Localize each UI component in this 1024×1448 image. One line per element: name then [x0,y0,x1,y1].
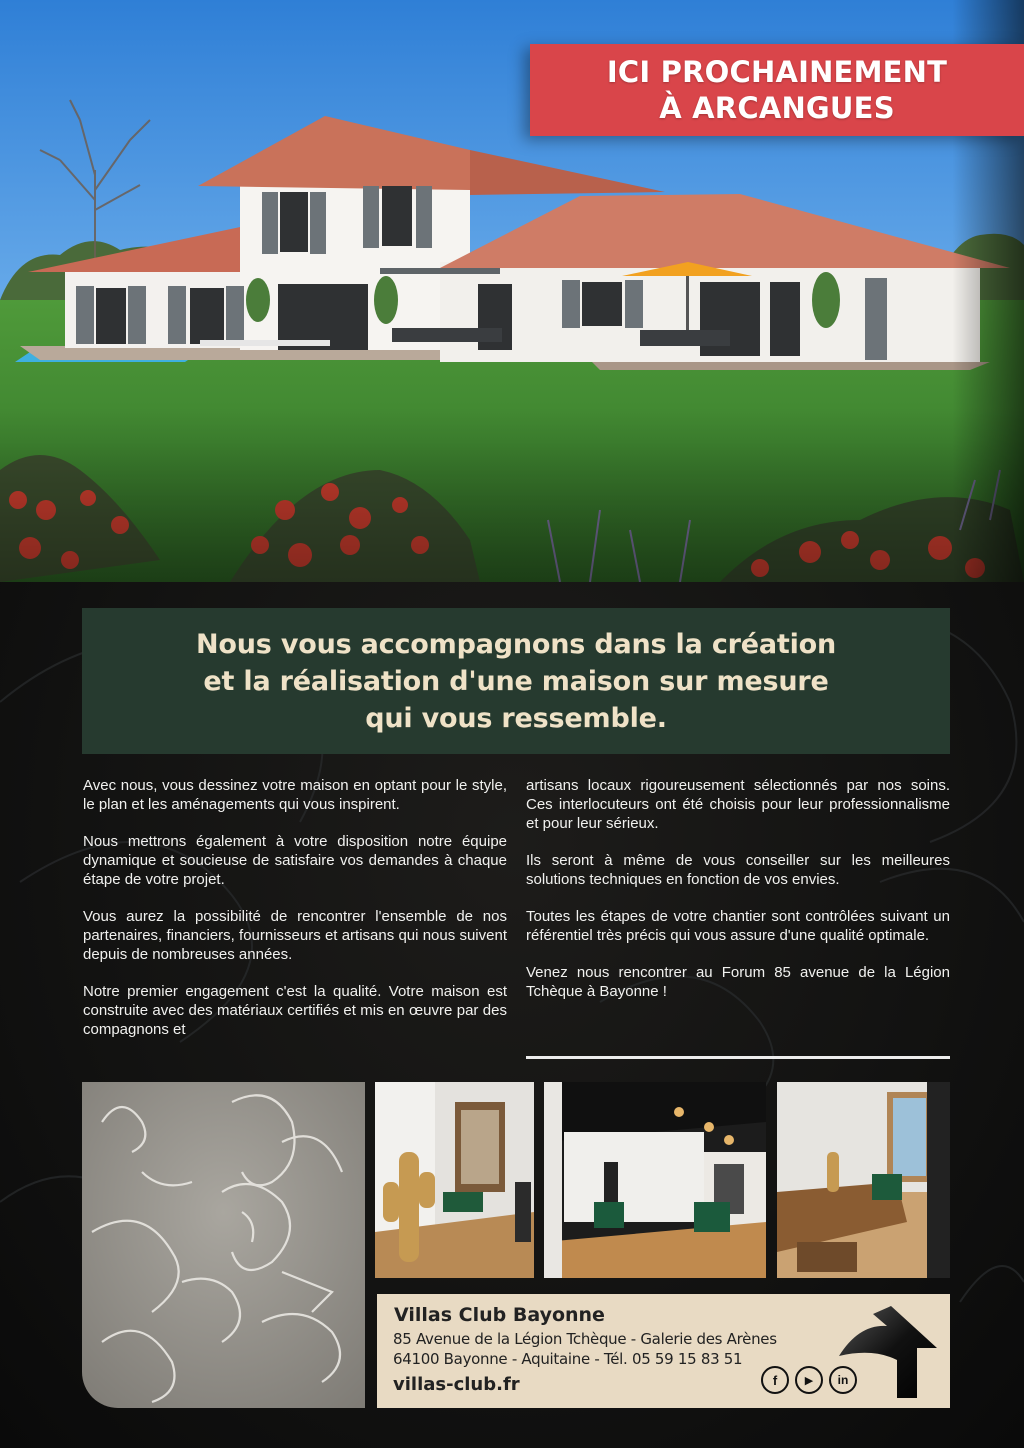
body-paragraph: Vous aurez la possibilité de rencontrer l'ensemble de nos partenaires, financiers, fournisseurs et artisans qui nous suivent depuis de nombreuses années. [83,908,507,963]
company-name: Villas Club Bayonne [394,1304,605,1326]
body-text-right-column [526,776,950,1019]
website-link[interactable]: villas-club.fr [393,1374,520,1395]
body-paragraph: Toutes les étapes de votre chantier sont contrôlées suivant un référentiel très précis qui vous assure d'une qualité optimale. [526,908,950,944]
body-paragraph: Nous mettrons également à votre disposition notre équipe dynamique et soucieuse de satisfaire vos demandes à chaque étape de votre projet. [83,833,507,888]
villas-club-logo-icon [833,1302,939,1402]
showroom-photo-3 [777,1082,950,1278]
address-line-2: 64100 Bayonne - Aquitaine - Tél. 05 59 15 83 51 [393,1350,743,1368]
body-paragraph: Notre premier engagement c'est la qualité. Votre maison est construite avec des matériaux certifiés et mis en œuvre par des compagnons et [83,983,507,1038]
headline-line-2: et la réalisation d'une maison sur mesure [203,665,829,697]
address-line-1: 85 Avenue de la Légion Tchèque - Galerie des Arènes [393,1330,777,1348]
linkedin-icon[interactable]: in [829,1366,857,1394]
headline-box [82,608,950,754]
divider-line [526,1056,950,1059]
showroom-photo-2 [544,1082,766,1278]
banner-line-1: ICI PROCHAINEMENT [606,55,948,89]
wall-art-photo [82,1082,365,1408]
body-paragraph: Ils seront à même de vous conseiller sur les meilleures solutions techniques en fonction de vos envies. [526,852,950,888]
banner-line-2: À ARCANGUES [659,91,895,125]
hero-house-image [0,0,1024,582]
headline-line-3: qui vous ressemble. [365,702,667,734]
youtube-icon[interactable]: ▶ [795,1366,823,1394]
headline-line-1: Nous vous accompagnons dans la création [195,628,837,660]
body-text-left-column [83,776,507,1057]
contact-card [377,1294,950,1408]
body-paragraph: artisans locaux rigoureusement sélectionnés par nos soins. Ces interlocuteurs ont été choisis pour leur professionnalisme et pour leur sérieux. [526,777,950,832]
body-paragraph: Venez nous rencontrer au Forum 85 avenue de la Légion Tchèque à Bayonne ! [526,964,950,1000]
showroom-photo-1 [375,1082,534,1278]
location-banner [530,44,1024,136]
body-paragraph: Avec nous, vous dessinez votre maison en optant pour le style, le plan et les aménagements qui vous inspirent. [83,777,507,813]
facebook-icon[interactable]: f [761,1366,789,1394]
